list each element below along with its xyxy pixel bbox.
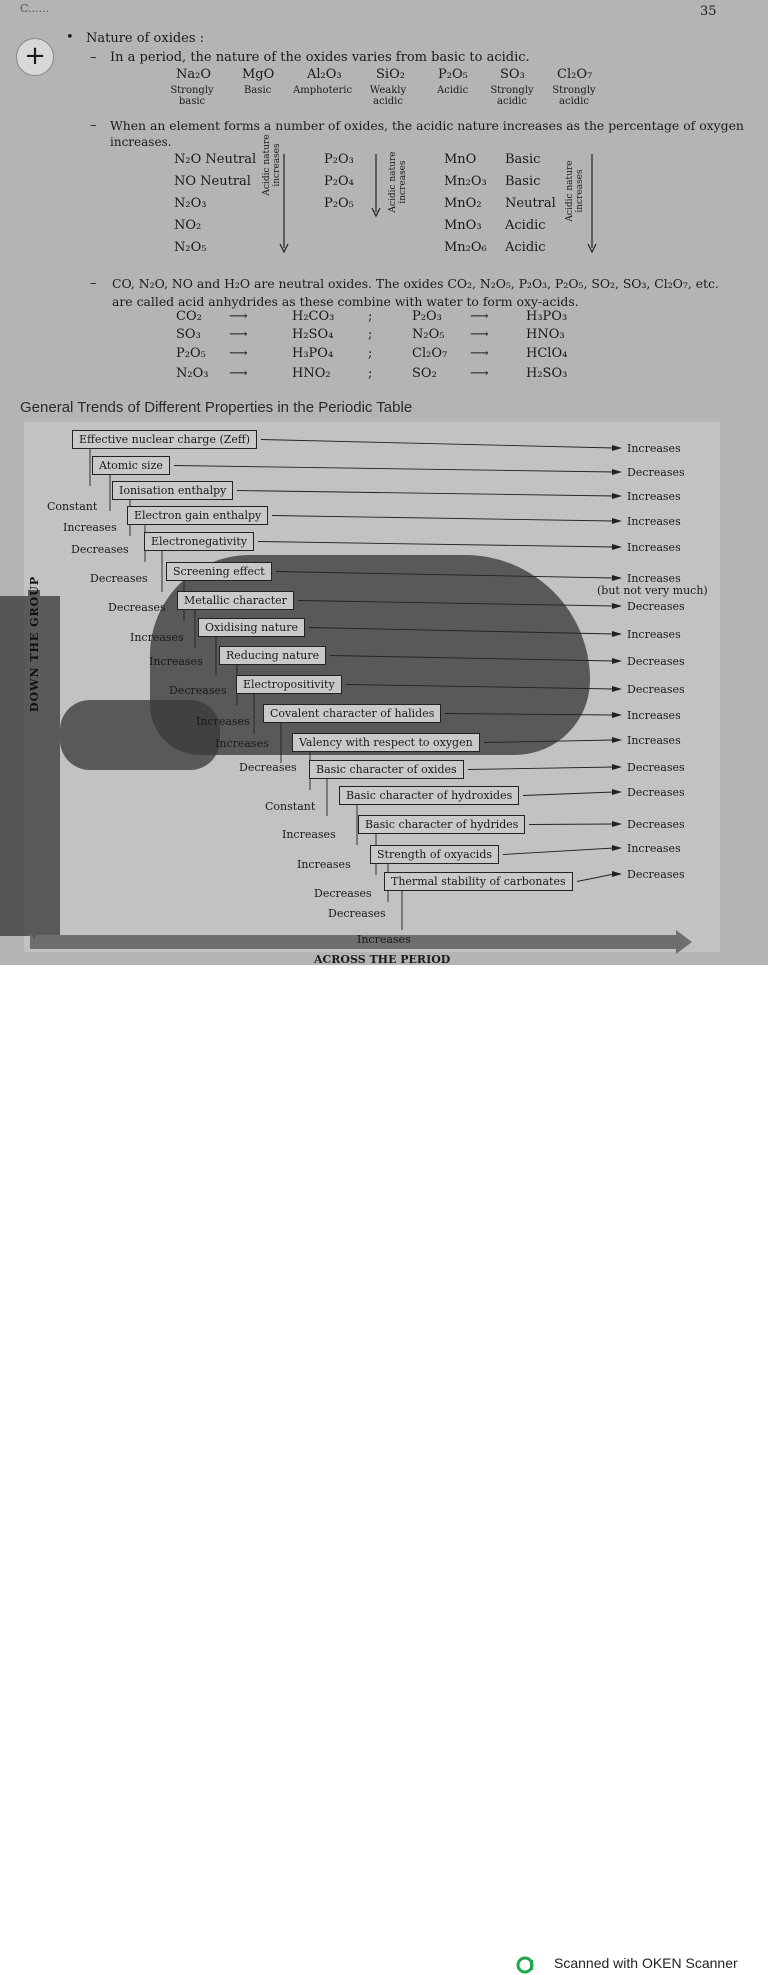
- down-trend: Decreases: [239, 761, 297, 774]
- down-label: DOWN THE GROUP: [28, 575, 41, 712]
- list-item: MnO₃: [444, 218, 482, 233]
- trends-title: General Trends of Different Properties in the Periodic Table: [20, 399, 413, 416]
- oxide-nature: Basic: [244, 85, 272, 96]
- oxide-nature: Strongly acidic: [490, 85, 534, 107]
- connector-line: [330, 656, 614, 662]
- down-trend: Decreases: [169, 684, 227, 697]
- property-box: Metallic character: [177, 591, 294, 610]
- down-trend: Increases: [215, 737, 269, 750]
- oxides-heading: Nature of oxides :: [86, 31, 205, 46]
- oken-logo-icon: [516, 1955, 538, 1975]
- list-item: N₂O Neutral: [174, 152, 257, 167]
- connector-line: [298, 601, 614, 607]
- property-box: Oxidising nature: [198, 618, 305, 637]
- table-cell: H₃PO₄: [292, 346, 334, 361]
- across-trend: Increases: [627, 515, 681, 528]
- list-item: P₂O₄: [324, 174, 354, 189]
- dash-icon: –: [90, 50, 97, 65]
- table-cell: N₂O₃: [176, 366, 209, 381]
- arrowhead-icon: [612, 686, 622, 692]
- arrowhead-icon: [612, 469, 622, 475]
- arrow-icon: ⟶: [470, 309, 489, 324]
- table-cell: CO₂: [176, 309, 202, 324]
- separator: ;: [368, 346, 373, 361]
- across-trend: Decreases: [627, 683, 685, 696]
- connector-line: [258, 542, 614, 548]
- down-trend: Decreases: [108, 601, 166, 614]
- property-box: Covalent character of halides: [263, 704, 441, 723]
- oxide-formula: Cl₂O₇: [557, 67, 593, 82]
- arrow-icon: ⟶: [229, 366, 248, 381]
- list-item: MnO₂: [444, 196, 482, 211]
- scanner-footer: [0, 965, 768, 1971]
- dash-icon: –: [90, 118, 97, 133]
- connector-line: [445, 714, 614, 716]
- table-cell: H₂SO₄: [292, 327, 334, 342]
- table-cell: SO₃: [176, 327, 201, 342]
- arrow-label: Acidic nature increases: [388, 151, 408, 213]
- list-item: MnO: [444, 152, 477, 167]
- list-item: N₂O₅: [174, 240, 207, 255]
- oxide-nature: Strongly acidic: [552, 85, 596, 107]
- connector-line: [523, 792, 614, 796]
- connector-line: [529, 824, 614, 825]
- list-item: P₂O₃: [324, 152, 354, 167]
- property-box: Electron gain enthalpy: [127, 506, 268, 525]
- across-trend: Increases: [627, 572, 681, 585]
- property-box: Electropositivity: [236, 675, 342, 694]
- property-box: Basic character of hydrides: [358, 815, 525, 834]
- across-trend: Decreases: [627, 466, 685, 479]
- down-trend: Constant: [47, 500, 98, 513]
- table-cell: N₂O₅: [412, 327, 445, 342]
- oxides-line1: In a period, the nature of the oxides varies from basic to acidic.: [110, 50, 530, 65]
- down-trend: Increases: [282, 828, 336, 841]
- table-cell: P₂O₅: [176, 346, 206, 361]
- arrowhead-icon: [612, 544, 622, 550]
- connector-line: [346, 685, 614, 690]
- arrowhead-icon: [612, 821, 622, 827]
- list-item: NO Neutral: [174, 174, 251, 189]
- arrow-icon: ⟶: [229, 309, 248, 324]
- arrow-label: Acidic nature increases: [262, 134, 282, 196]
- down-trend: Increases: [297, 858, 351, 871]
- arrowhead-icon: [612, 845, 622, 851]
- property-box: Valency with respect to oxygen: [292, 733, 480, 752]
- list-item: Acidic: [505, 218, 546, 233]
- across-trend: Increases: [627, 541, 681, 554]
- arrowhead-icon: [612, 871, 622, 877]
- list-item: Mn₂O₃: [444, 174, 487, 189]
- down-trend: Increases: [130, 631, 184, 644]
- arrow-label: Acidic nature increases: [565, 160, 585, 222]
- list-item: Acidic: [505, 240, 546, 255]
- across-trend: Increases: [627, 442, 681, 455]
- add-icon[interactable]: +: [16, 38, 54, 76]
- down-trend: Decreases: [71, 543, 129, 556]
- separator: ;: [368, 309, 373, 324]
- oxide-nature: Amphoteric: [293, 85, 353, 96]
- oxide-nature: Strongly basic: [170, 85, 214, 107]
- table-cell: H₂CO₃: [292, 309, 335, 324]
- across-trend: Decreases: [627, 818, 685, 831]
- table-cell: Cl₂O₇: [412, 346, 448, 361]
- arrowhead-icon: [612, 603, 622, 609]
- oxide-formula: SiO₂: [376, 67, 405, 82]
- oxide-formula: MgO: [242, 67, 275, 82]
- table-cell: HNO₃: [526, 327, 565, 342]
- down-trend: Increases: [63, 521, 117, 534]
- property-box: Effective nuclear charge (Zeff): [72, 430, 257, 449]
- list-item: Mn₂O₆: [444, 240, 487, 255]
- connector-line: [261, 440, 614, 449]
- connector-line: [484, 740, 614, 743]
- list-item: NO₂: [174, 218, 202, 233]
- connector-line: [237, 491, 614, 497]
- property-box: Electronegativity: [144, 532, 254, 551]
- oxides-line3b: are called acid anhydrides as these combine with water to form oxy-acids.: [112, 294, 579, 309]
- down-trend: Decreases: [90, 572, 148, 585]
- down-trend: Increases: [149, 655, 203, 668]
- connector-line: [309, 628, 614, 635]
- arrow-icon: ⟶: [470, 346, 489, 361]
- property-box: Ionisation enthalpy: [112, 481, 233, 500]
- connector-line: [174, 466, 614, 473]
- property-box: Thermal stability of carbonates: [384, 872, 573, 891]
- scanned-page: [0, 0, 768, 965]
- connector-line: [503, 848, 614, 855]
- connector-line: [468, 767, 614, 770]
- separator: ;: [368, 327, 373, 342]
- across-trend: Increases: [627, 628, 681, 641]
- property-box: Basic character of hydroxides: [339, 786, 519, 805]
- arrow-icon: ⟶: [470, 327, 489, 342]
- across-trend: Decreases: [627, 868, 685, 881]
- table-cell: H₂SO₃: [526, 366, 568, 381]
- oxides-line2a: When an element forms a number of oxides, the acidic nature increases as the percentage of oxygen: [110, 118, 744, 133]
- list-item: Basic: [505, 174, 541, 189]
- property-box: Screening effect: [166, 562, 272, 581]
- oxides-line2b: increases.: [110, 135, 172, 149]
- page-number: 35: [700, 4, 717, 19]
- arrow-icon: ⟶: [229, 327, 248, 342]
- table-cell: SO₂: [412, 366, 437, 381]
- arrowhead-icon: [612, 789, 622, 795]
- across-trend: Decreases: [627, 786, 685, 799]
- oxide-nature: Acidic: [437, 85, 469, 96]
- table-cell: HNO₂: [292, 366, 331, 381]
- table-cell: P₂O₃: [412, 309, 442, 324]
- connector-line: [272, 516, 614, 522]
- bullet-icon: •: [66, 30, 74, 45]
- arrowhead-icon: [612, 445, 622, 451]
- arrowhead-icon: [612, 764, 622, 770]
- connector-line: [577, 874, 614, 882]
- header-cut-text: C......: [20, 2, 50, 15]
- arrowhead-icon: [612, 631, 622, 637]
- across-label: ACROSS THE PERIOD: [314, 953, 451, 965]
- down-trend: Decreases: [314, 887, 372, 900]
- arrowhead-icon: [612, 737, 622, 743]
- scanner-text: Scanned with OKEN Scanner: [554, 1955, 738, 1971]
- arrowhead-icon: [612, 518, 622, 524]
- property-box: Atomic size: [92, 456, 170, 475]
- list-item: Neutral: [505, 196, 556, 211]
- arrowhead-icon: [612, 575, 622, 581]
- down-trend: Decreases: [328, 907, 386, 920]
- oxide-formula: SO₃: [500, 67, 525, 82]
- oxides-line3a: CO, N₂O, NO and H₂O are neutral oxides. The oxides CO₂, N₂O₅, P₂O₃, P₂O₅, SO₂, SO₃, Cl₂O₇, etc.: [112, 276, 719, 291]
- separator: ;: [368, 366, 373, 381]
- list-item: Basic: [505, 152, 541, 167]
- oxide-nature: Weakly acidic: [369, 85, 407, 107]
- across-trend: Increases: [627, 734, 681, 747]
- oxide-formula: Na₂O: [176, 67, 211, 82]
- last-down-label: Increases: [357, 933, 411, 946]
- dash-icon: –: [90, 276, 97, 291]
- list-item: N₂O₃: [174, 196, 207, 211]
- arrowhead-icon: [612, 493, 622, 499]
- down-trend: Constant: [265, 800, 316, 813]
- arrow-icon: ⟶: [229, 346, 248, 361]
- oxide-formula: Al₂O₃: [307, 67, 342, 82]
- across-trend: Increases: [627, 490, 681, 503]
- screening-note: (but not very much): [597, 584, 708, 597]
- list-item: P₂O₅: [324, 196, 354, 211]
- arrowhead-icon: [612, 658, 622, 664]
- across-trend: Increases: [627, 709, 681, 722]
- across-trend: Decreases: [627, 655, 685, 668]
- across-trend: Decreases: [627, 600, 685, 613]
- property-box: Basic character of oxides: [309, 760, 464, 779]
- arrow-icon: ⟶: [470, 366, 489, 381]
- property-box: Strength of oxyacids: [370, 845, 499, 864]
- arrowhead-icon: [612, 712, 622, 718]
- oxide-formula: P₂O₅: [438, 67, 468, 82]
- table-cell: HClO₄: [526, 346, 568, 361]
- property-box: Reducing nature: [219, 646, 326, 665]
- connector-line: [276, 572, 614, 579]
- table-cell: H₃PO₃: [526, 309, 568, 324]
- across-trend: Decreases: [627, 761, 685, 774]
- down-trend: Increases: [196, 715, 250, 728]
- across-trend: Increases: [627, 842, 681, 855]
